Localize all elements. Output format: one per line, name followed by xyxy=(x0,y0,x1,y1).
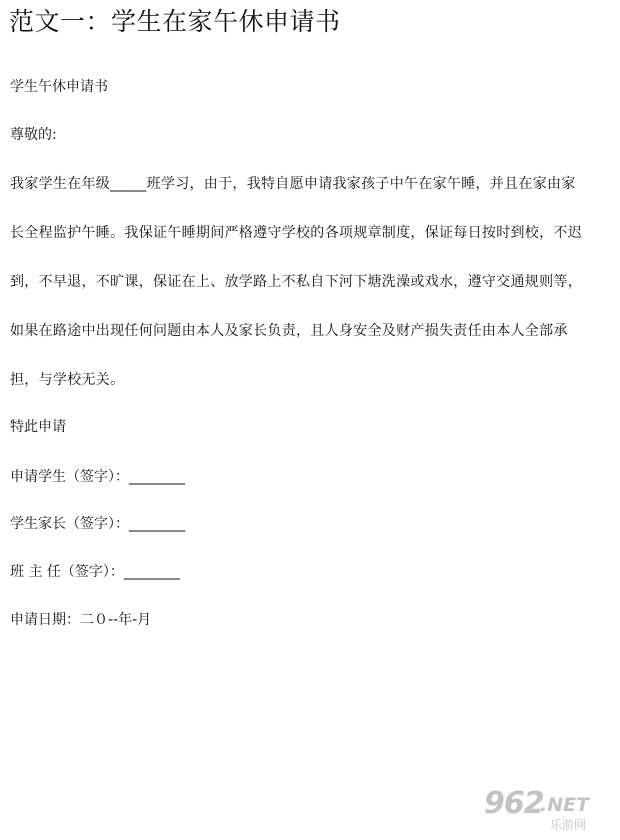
watermark-site-name: 乐游网 xyxy=(550,818,587,832)
body-line: 到，不早退，不旷课，保证在上、放学路上不私自下河下塘洗澡或戏水，遵守交通规则等， xyxy=(10,274,582,290)
salutation: 尊敬的: xyxy=(10,127,57,143)
watermark-number: 962 xyxy=(484,786,544,821)
teacher-signature-line: 班 主 任（签字）：________ xyxy=(10,564,180,580)
body-line: 如果在路途中出现任何问题由本人及家长负责，且人身安全及财产损失责任由本人全部承 xyxy=(10,323,568,339)
letter-heading: 学生午休申请书 xyxy=(10,79,108,95)
body-line: 长全程监护午睡。我保证午睡期间严格遵守学校的各项规章制度，保证每日按时到校，不迟 xyxy=(10,225,582,241)
document-title: 范文一：学生在家午休申请书 xyxy=(9,7,341,36)
watermark-domain: .NET xyxy=(540,794,590,816)
closing-text: 特此申请 xyxy=(10,419,66,435)
site-watermark-logo xyxy=(478,786,618,836)
body-line: 我家学生在年级_____班学习，由于，我特自愿申请我家孩子中午在家午睡，并且在家由家 xyxy=(10,176,576,192)
application-date: 申请日期：二０--年-月 xyxy=(10,612,152,628)
parent-signature-line: 学生家长（签字）：________ xyxy=(10,516,185,532)
body-line: 担，与学校无关。 xyxy=(10,372,125,388)
student-signature-line: 申请学生（签字）：________ xyxy=(10,469,185,485)
